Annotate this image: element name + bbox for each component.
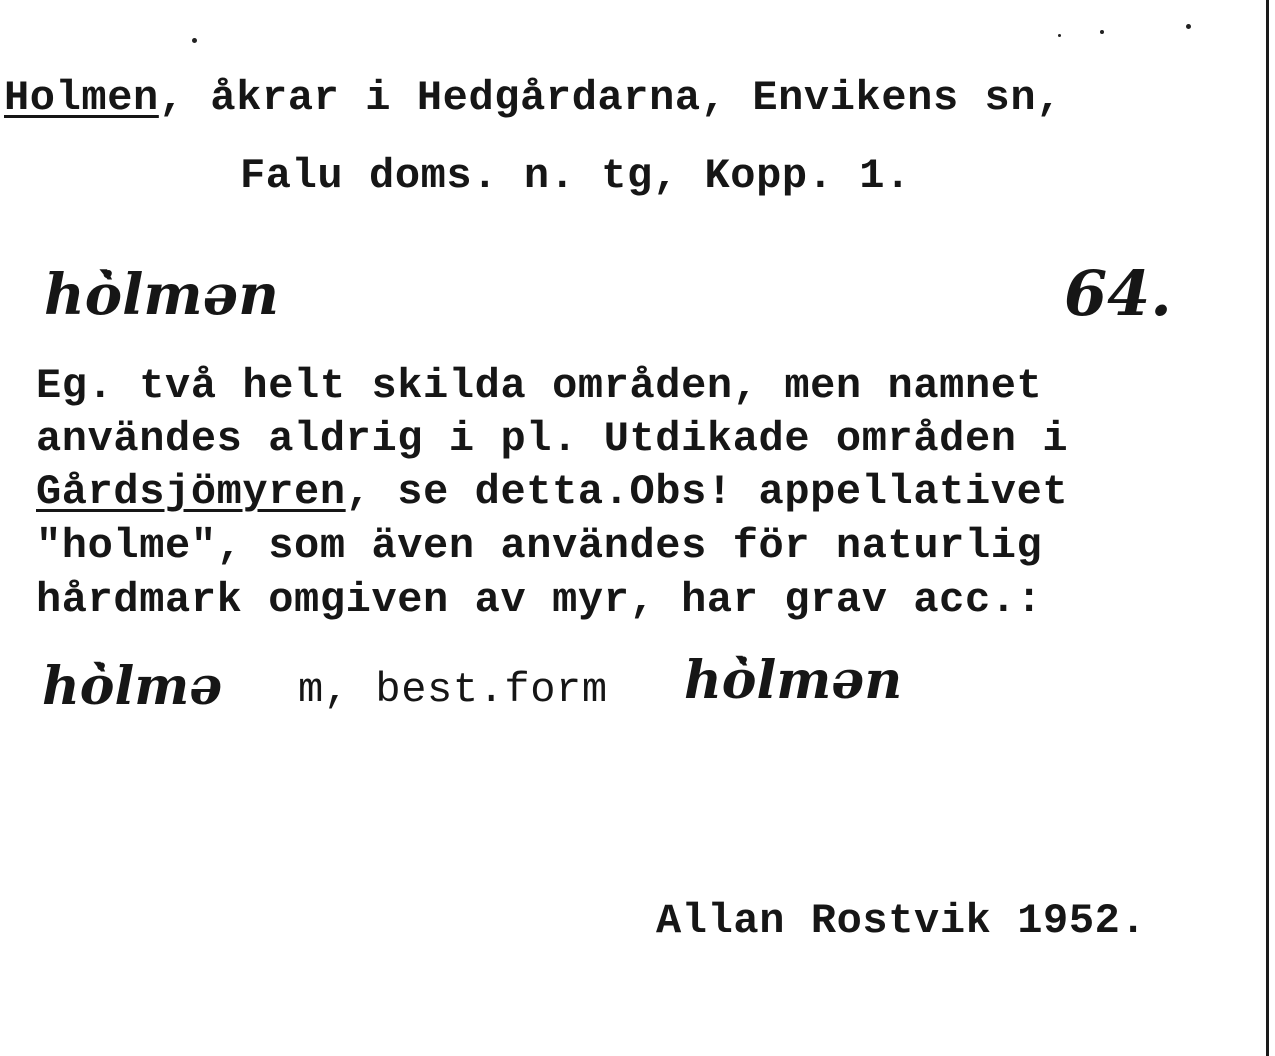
- card-subheading: Falu doms. n. tg, Kopp. 1.: [240, 152, 911, 200]
- body-line: hårdmark omgiven av myr, har grav acc.:: [36, 576, 1043, 624]
- scan-speck: [1058, 34, 1061, 37]
- scan-speck: [192, 38, 197, 43]
- body-line: "holme", som även användes för naturlig: [36, 522, 1043, 570]
- body-line: Eg. två helt skilda områden, men namnet: [36, 362, 1043, 410]
- scan-speck: [1100, 30, 1104, 34]
- cross-reference-link[interactable]: Gårdsjömyren: [36, 468, 346, 516]
- body-line: användes aldrig i pl. Utdikade områden i: [36, 415, 1069, 463]
- card-heading: [4, 72, 1062, 124]
- signature: Allan Rostvik 1952.: [656, 897, 1147, 945]
- place-description: , åkrar i Hedgårdarna, Envikens sn,: [158, 74, 1062, 122]
- body-line: Gårdsjömyren, se detta.Obs! appellativet: [36, 468, 1069, 516]
- appellative-indefinite: hȯ̀lmə: [42, 656, 223, 717]
- place-name: Holmen: [4, 74, 159, 122]
- pronunciation-text: hȯ̀lmən: [44, 262, 279, 328]
- pronunciation-handwritten: [40, 250, 330, 340]
- card-number: 64.: [1064, 257, 1172, 330]
- appellative-gloss: m, best.form: [298, 666, 608, 714]
- card-number-handwritten: [1060, 245, 1190, 335]
- scan-speck: [1186, 24, 1191, 29]
- appellative-indefinite-handwritten: [38, 648, 268, 728]
- appellative-definite: hȯ̀lmən: [684, 650, 903, 711]
- card-edge: [1266, 0, 1269, 1056]
- appellative-definite-handwritten: [680, 642, 920, 722]
